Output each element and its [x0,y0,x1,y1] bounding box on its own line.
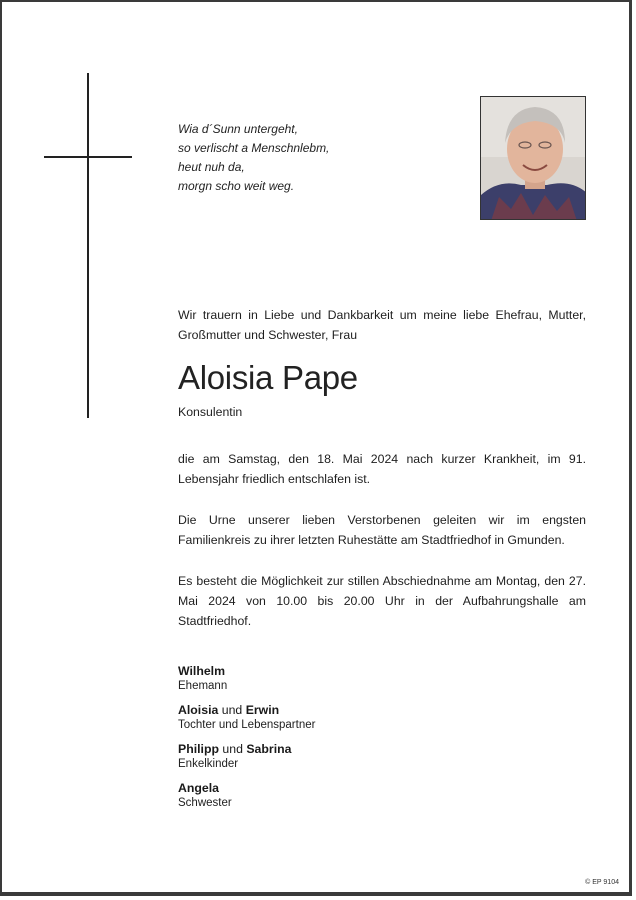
poem-line: morgn scho weit weg. [178,179,295,193]
family-role: Schwester [178,797,232,809]
family-entry [178,742,315,771]
family-role: Tochter und Lebenspartner [178,719,316,731]
urn-notice: Die Urne unserer lieben Verstorbenen geleiten wir im engsten Familienkreis zu ihrer letzten Ruhestätte am Stadtfriedhof in Gmunden. [178,513,586,547]
poem-line: heut nuh da, [178,160,245,174]
deceased-name: Aloisia Pape [178,359,358,396]
family-entry [178,703,315,732]
intro-text: Wir trauern in Liebe und Dankbarkeit um meine liebe Ehefrau, Mutter, Großmutter und Schwester, Frau [178,308,586,342]
poem [178,120,329,196]
family-entry [178,664,315,693]
family-joiner: und [218,703,246,717]
family-list [178,664,315,820]
death-notice: die am Samstag, den 18. Mai 2024 nach kurzer Krankheit, im 91. Lebensjahr friedlich entschlafen ist. [178,452,586,486]
family-second-name: Sabrina [246,742,292,756]
poem-line: so verlischt a Menschnlebm, [178,141,330,155]
cross-horizontal-bar [44,156,132,158]
family-joiner: und [219,742,247,756]
farewell-notice: Es besteht die Möglichkeit zur stillen Abschiednahme am Montag, den 27. Mai 2024 von 10.00 bis 20.00 Uhr in der Aufbahrungshalle am Stadtfriedhof. [178,574,586,628]
family-first-name: Aloisia [178,703,219,717]
deceased-title: Konsulentin [178,405,243,419]
family-role: Enkelkinder [178,758,239,770]
family-first-name: Wilhelm [178,664,226,678]
cross-vertical-bar [87,73,89,418]
family-first-name: Angela [178,781,219,795]
poem-line: Wia d´Sunn untergeht, [178,122,298,136]
footer-code: © EP 9104 [585,879,619,886]
family-entry [178,781,315,810]
portrait-photo [480,96,586,220]
family-first-name: Philipp [178,742,219,756]
family-second-name: Erwin [245,703,280,717]
family-role: Ehemann [178,680,228,692]
